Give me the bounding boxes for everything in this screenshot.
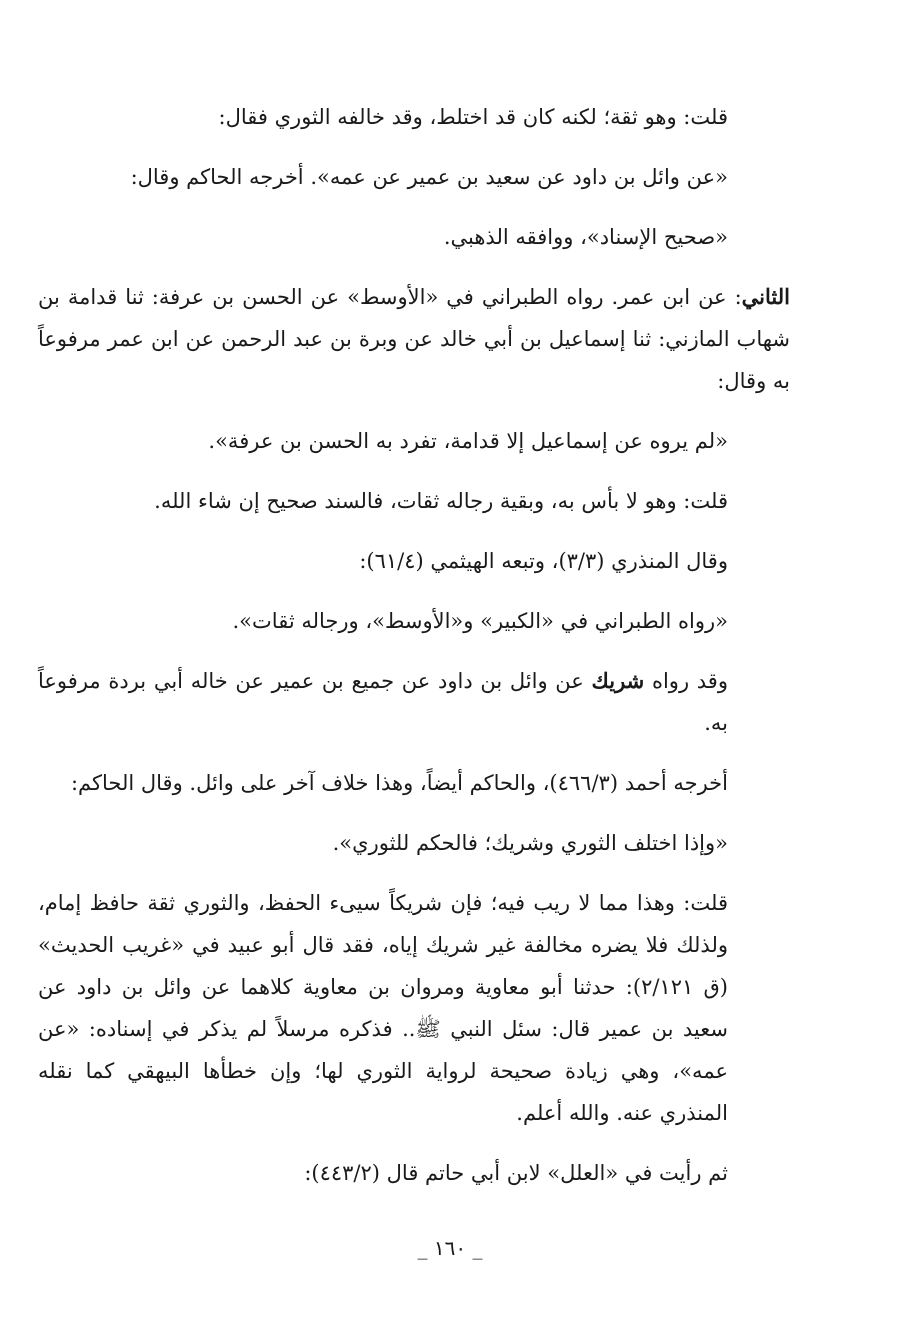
quote-4: «رواه الطبراني في «الكبير» و«الأوسط»، ورجاله ثقات». bbox=[232, 609, 728, 633]
paragraph-1: قلت: وهو ثقة؛ لكنه كان قد اختلط، وقد خالفه الثوري فقال: bbox=[218, 105, 728, 129]
paragraph-sharik-text: عن وائل بن داود عن جميع بن عمير عن خاله أبي بردة مرفوعاً به. bbox=[38, 669, 728, 735]
paragraph-sharik-before: وقد رواه bbox=[651, 669, 728, 693]
page-number: _ ١٦٠ _ bbox=[417, 1236, 483, 1260]
paragraph-sharik bbox=[38, 660, 790, 744]
lead-word-second: الثاني bbox=[741, 284, 790, 309]
quote-5: «وإذا اختلف الثوري وشريك؛ فالحكم للثوري». bbox=[332, 831, 728, 855]
paragraph-6: قلت: وهو لا بأس به، وبقية رجاله ثقات، فالسند صحيح إن شاء الله. bbox=[154, 489, 728, 513]
paragraph-second-text: : عن ابن عمر. رواه الطبراني في «الأوسط» عن الحسن بن عرفة: ثنا قدامة بن شهاب المازني: ثنا إسماعيل بن أبي خالد عن وبرة بن عبد الرحمن عن ابن عمر مرفوعاً به وقال: bbox=[38, 285, 790, 393]
paragraph-13: ثم رأيت في «العلل» لابن أبي حاتم قال (٤٤٣/٢): bbox=[304, 1161, 728, 1185]
paragraph-second bbox=[38, 276, 790, 402]
quote-3: «لم يروه عن إسماعيل إلا قدامة، تفرد به الحسن بن عرفة». bbox=[208, 429, 728, 453]
quote-1: «عن وائل بن داود عن سعيد بن عمير عن عمه». أخرجه الحاكم وقال: bbox=[130, 165, 728, 189]
quote-2: «صحيح الإسناد»، ووافقه الذهبي. bbox=[443, 225, 728, 249]
paragraph-7: وقال المنذري (٣/٣)، وتبعه الهيثمي (٦١/٤): bbox=[359, 549, 728, 573]
paragraph-12: قلت: وهذا مما لا ريب فيه؛ فإن شريكاً سيىء الحفظ، والثوري ثقة حافظ إمام، ولذلك فلا يضره مخالفة غير شريك إياه، فقد قال أبو عبيد في «غريب الحديث» (ق ٢/١٢١): حدثنا أبو معاوية ومروان بن معاوية كلاهما عن وائل بن داود عن سعيد بن عمير قال: سئل النبي ﷺ.. فذكره مرسلاً لم يذكر في إسناده: «عن عمه»، وهي زيادة صحيحة لرواية الثوري لها؛ وإن خطأها البيهقي كما نقله المنذري عنه. والله أعلم. bbox=[38, 891, 729, 1125]
page-body bbox=[38, 96, 790, 1212]
paragraph-10: أخرجه أحمد (٤٦٦/٣)، والحاكم أيضاً، وهذا خلاف آخر على وائل. وقال الحاكم: bbox=[70, 771, 728, 795]
name-sharik: شريك bbox=[591, 668, 645, 693]
